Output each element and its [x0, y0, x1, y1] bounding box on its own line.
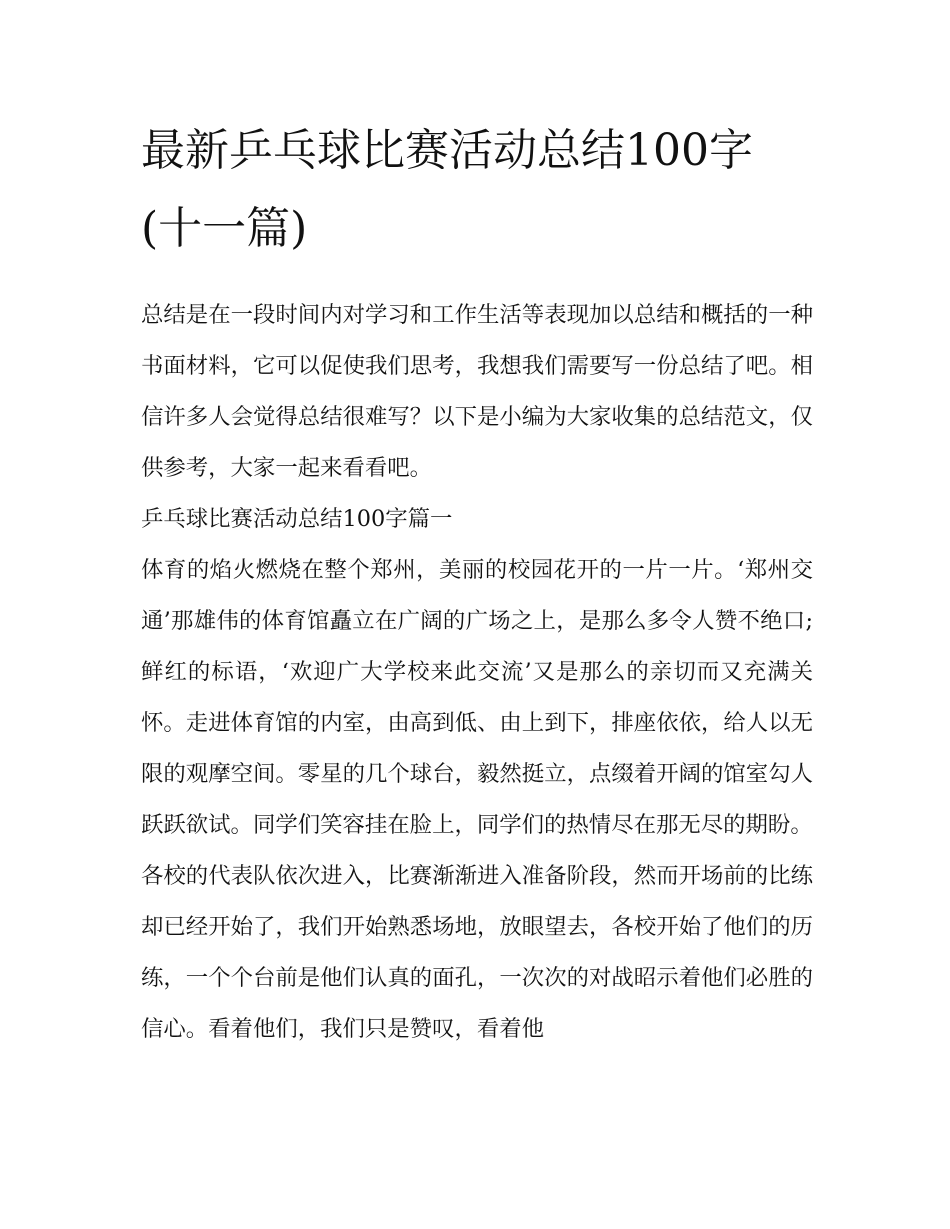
document-title: 最新乒乓球比赛活动总结100字(十一篇) [141, 125, 753, 254]
body-paragraph: 体育的焰火燃烧在整个郑州，美丽的校园花开的一片一片。‘郑州交通’那雄伟的体育馆矗立在广阔的广场之上，是那么多令人赞不绝口;鲜红的标语，‘欢迎广大学校来此交流’又是那么的亲切而又充满关怀。走进体育馆的内室，由高到低、由上到下，排座依依，给人以无限的观摩空间。零星的几个球台，毅然挺立，点缀着开阔的馆室勾人跃跃欲试。同学们笑容挂在脸上，同学们的热情尽在那无尽的期盼。 [141, 557, 813, 838]
intro-paragraph: 总结是在一段时间内对学习和工作生活等表现加以总结和概括的一种书面材料，它可以促使我们思考，我想我们需要写一份总结了吧。相信许多人会觉得总结很难写？以下是小编为大家收集的总结范文，仅供参考，大家一起来看看吧。 [141, 302, 813, 481]
section-heading: 乒乓球比赛活动总结100字篇一 [141, 506, 453, 532]
document-page [141, 112, 813, 1055]
document-body [141, 290, 813, 1055]
body-paragraph: 各校的代表队依次进入，比赛渐渐进入准备阶段，然而开场前的比练却已经开始了，我们开始熟悉场地，放眼望去，各校开始了他们的历练，一个个台前是他们认真的面孔，一次次的对战昭示着他们必胜的信心。看着他们，我们只是赞叹，看着他 [141, 863, 813, 1042]
